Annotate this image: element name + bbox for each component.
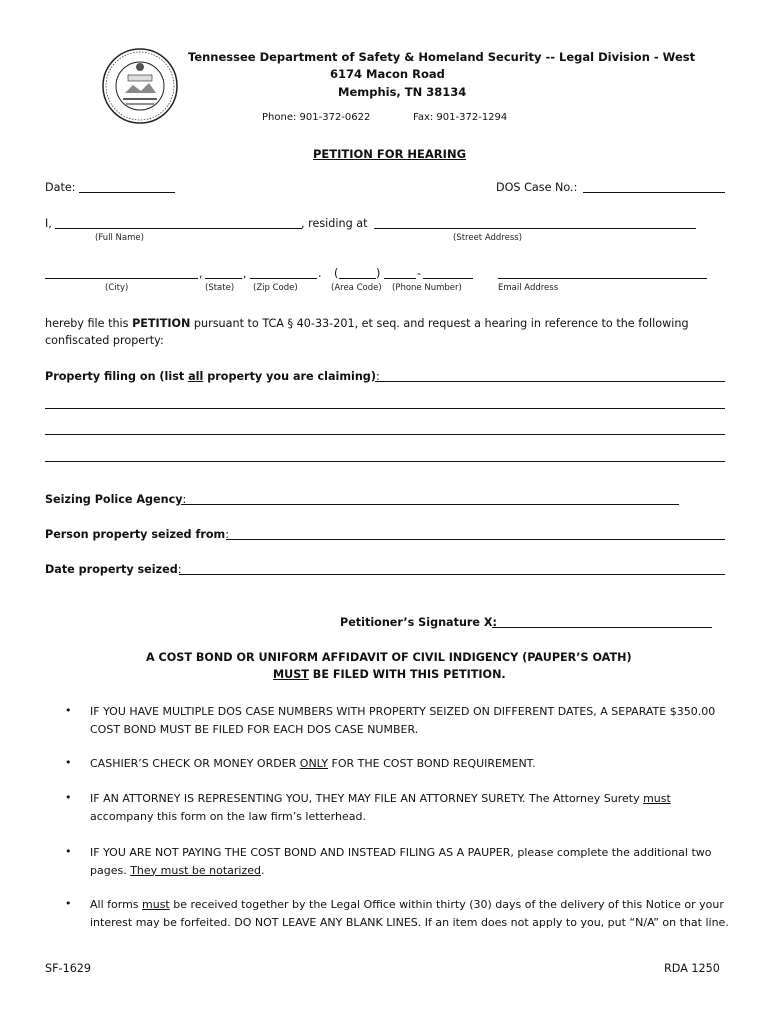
case-number-field[interactable] [583,192,725,193]
city-caption: (City) [105,283,129,293]
bullet-dot: • [65,897,72,910]
bullet-dot: • [65,791,72,804]
bullet-dot: • [65,756,72,769]
state-field[interactable] [205,278,242,279]
bullet-dot: • [65,704,72,717]
cost-bond-notice: A COST BOND OR UNIFORM AFFIDAVIT OF CIVIL INDIGENCY (PAUPER’S OATH) [146,651,632,664]
zip-field[interactable] [250,278,317,279]
street-address-caption: (Street Address) [453,233,523,243]
property-line-3[interactable] [45,434,725,435]
bullet-deadline: All forms must be received together by the Legal Office within thirty (30) days of the delivery of this Notice or your interest may be forfeited. DO NOT LEAVE ANY BLANK LINES. If an item does not apply to you, put “N/A” on that line. [90,898,729,929]
agency-street: 6174 Macon Road [330,67,445,81]
page-title: PETITION FOR HEARING [313,147,467,161]
bullet-payment-type: CASHIER’S CHECK OR MONEY ORDER ONLY FOR THE COST BOND REQUIREMENT. [90,757,536,770]
case-number-label: DOS Case No.: [496,181,578,194]
bullet-multiple-cases: IF YOU HAVE MULTIPLE DOS CASE NUMBERS WITH PROPERTY SEIZED ON DIFFERENT DATES, A SEPARATE $350.00 COST BOND MUST BE FILED FOR EACH DOS CASE NUMBER. [90,705,716,736]
property-line-2[interactable] [45,408,725,409]
city-field[interactable] [45,278,198,279]
phone-prefix-field[interactable] [384,278,416,279]
property-line-1[interactable] [375,381,725,382]
i-prefix: I, [45,217,52,230]
residing-label: , residing at [301,217,368,230]
area-code-caption: (Area Code) [331,283,382,293]
bullet-dot: • [65,845,72,858]
date-label: Date: [45,181,76,194]
agency-city: Memphis, TN 38134 [338,85,467,99]
area-code-field[interactable] [339,278,376,279]
person-seized-field[interactable] [226,539,725,540]
agency-phone: Phone: 901-372-0622 [262,112,371,123]
date-field[interactable] [79,192,175,193]
email-field[interactable] [498,278,707,279]
must-file-notice: MUST BE FILED WITH THIS PETITION. [273,668,506,681]
form-id: SF-1629 [45,962,92,975]
signature-label: Petitioner’s Signature X: [340,616,498,629]
agency-name: Tennessee Department of Safety & Homeland Security -- Legal Division - West [188,50,696,64]
tennessee-state-seal [101,47,179,125]
seizing-agency-label: Seizing Police Agency: [45,493,187,506]
bullet-attorney-surety: IF AN ATTORNEY IS REPRESENTING YOU, THEY MAY FILE AN ATTORNEY SURETY. The Attorney Surety must accompany this form on the law firm’s letterhead. [90,792,671,823]
agency-fax: Fax: 901-372-1294 [413,112,508,123]
bullet-pauper: IF YOU ARE NOT PAYING THE COST BOND AND INSTEAD FILING AS A PAUPER, please complete the additional two pages. They must be notarized. [90,846,712,877]
property-line-4[interactable] [45,461,725,462]
zip-caption: (Zip Code) [253,283,298,293]
full-name-caption: (Full Name) [95,233,144,243]
date-seized-label: Date property seized: [45,563,182,576]
property-label: Property filing on (list all property you are claiming): [45,370,380,383]
signature-field[interactable] [492,627,712,628]
email-caption: Email Address [498,283,559,293]
date-seized-field[interactable] [179,574,725,575]
person-seized-label: Person property seized from: [45,528,229,541]
petition-statement: hereby file this PETITION pursuant to TCA § 40-33-201, et seq. and request a hearing in reference to the following confiscated property: [45,317,689,347]
phone-number-caption: (Phone Number) [392,283,462,293]
seizing-agency-field[interactable] [181,504,679,505]
phone-line-field[interactable] [423,278,473,279]
street-address-field[interactable] [374,228,696,229]
full-name-field[interactable] [55,228,302,229]
state-caption: (State) [205,283,235,293]
rda-number: RDA 1250 [664,962,720,975]
